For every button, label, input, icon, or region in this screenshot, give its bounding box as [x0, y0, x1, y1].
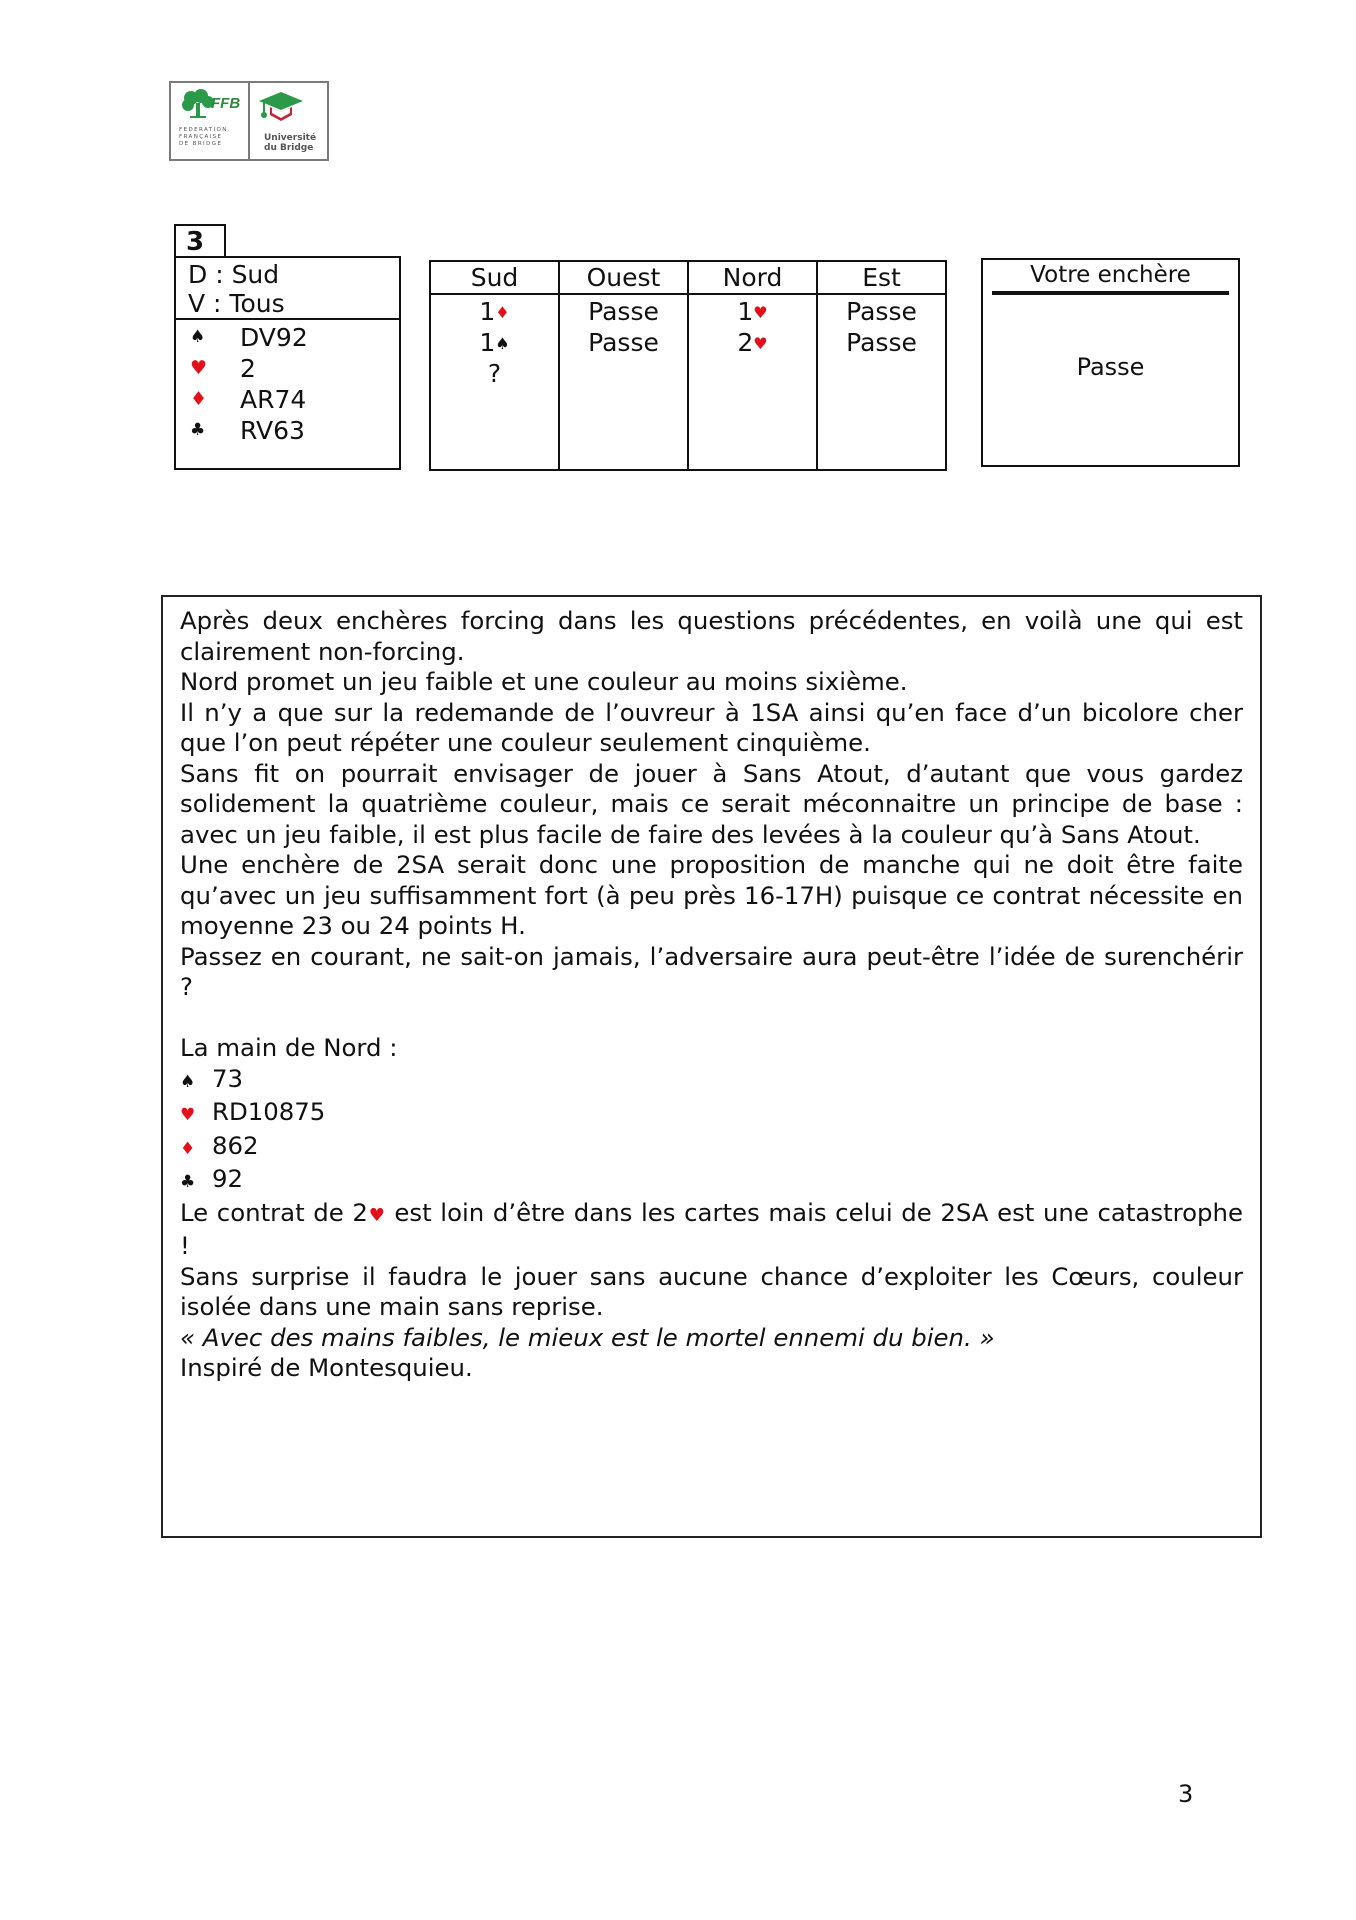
- bidding-header: Sud: [431, 262, 558, 295]
- diamond-cards: 862: [212, 1130, 259, 1160]
- ffb-subtitle-line: FRANÇAISE: [179, 134, 223, 140]
- quote: « Avec des mains faibles, le mieux est le mortel ennemi du bien. »: [180, 1322, 995, 1352]
- clover-tree-icon: [181, 89, 215, 119]
- paragraph: Après deux enchères forcing dans les questions précédentes, en voilà une qui est clairement non-forcing.: [180, 606, 1243, 666]
- north-hand-title: La main de Nord :: [180, 1033, 398, 1062]
- your-bid-title: Votre enchère: [1030, 262, 1191, 288]
- contract-text: est loin d’être dans les cartes mais celui de 2SA est une catastrophe !: [180, 1197, 1244, 1260]
- dealer-label: D : Sud: [188, 260, 280, 289]
- bid: Passe: [588, 297, 659, 326]
- ffb-subtitle: [179, 127, 228, 148]
- bidding-header: Ouest: [560, 262, 687, 295]
- divider: [992, 291, 1229, 295]
- hand-cards: [176, 320, 399, 446]
- heart-icon: ♥: [180, 1105, 196, 1125]
- spade-cards: 73: [212, 1063, 244, 1093]
- your-bid-answer: Passe: [1076, 353, 1145, 381]
- spade-icon: ♠: [190, 327, 206, 347]
- bid: [431, 296, 558, 327]
- paragraph: Sans fit on pourrait envisager de jouer à Sans Atout, d’autant que vous gardez solidement la quatrième couleur, mais ce serait méconnaitre un principe de base : avec un jeu faible, il est plus facile de faire des levées à la couleur qu’à Sans Atout.: [180, 758, 1243, 849]
- paragraph: Passez en courant, ne sait-on jamais, l’adversaire aura peut-être l’idée de surenchérir ?: [180, 941, 1243, 1001]
- heart-icon: ♥: [753, 334, 768, 353]
- ffb-universite-logo: [169, 81, 329, 161]
- hand-row-diamonds: [190, 384, 399, 415]
- bid-level: ?: [487, 359, 502, 388]
- bidding-header: Est: [818, 262, 945, 295]
- spade-cards: DV92: [240, 323, 308, 352]
- diamond-cards: AR74: [240, 385, 307, 414]
- bid: Passe: [846, 328, 917, 357]
- hand-row-spades: [190, 322, 399, 353]
- universite-logo: [250, 83, 327, 159]
- bid-level: 2: [737, 328, 754, 357]
- south-hand-box: [174, 256, 401, 470]
- north-hand-clubs: [180, 1164, 1243, 1198]
- bid: [689, 327, 816, 358]
- diamond-icon: ♦: [180, 1138, 196, 1159]
- ffb-subtitle-line: FEDERATION: [179, 127, 228, 133]
- bid: Passe: [846, 297, 917, 326]
- bidding-header: Nord: [689, 262, 816, 295]
- bid-level: 1: [737, 297, 754, 326]
- north-hand-diamonds: [180, 1131, 1243, 1165]
- paragraph: Il n’y a que sur la redemande de l’ouvreur à 1SA ainsi qu’en face d’un bicolore cher que l’on peut répéter une couleur seulement cinquième.: [180, 697, 1243, 757]
- bid: [431, 327, 558, 358]
- diamond-icon: ♦: [495, 303, 510, 322]
- heart-icon: ♥: [753, 303, 768, 322]
- heart-icon: ♥: [190, 357, 208, 379]
- spade-icon: ♠: [495, 334, 510, 353]
- ffb-subtitle-line: DE BRIDGE: [179, 141, 223, 147]
- bidding-column-nord: [689, 262, 818, 469]
- paragraph: Nord promet un jeu faible et une couleur au moins sixième.: [180, 667, 908, 696]
- page-number: 3: [1178, 1780, 1194, 1808]
- heart-cards: RD10875: [212, 1097, 326, 1126]
- north-hand-spades: [180, 1064, 1243, 1098]
- hand-row-hearts: [190, 353, 399, 384]
- contract-text: Le contrat de 2: [180, 1197, 368, 1227]
- universite-line: Université: [264, 133, 317, 143]
- deal-info: [176, 258, 399, 320]
- graduation-cap-icon: [258, 91, 304, 125]
- contract-paragraph: [180, 1198, 1243, 1262]
- paragraph: Sans surprise il faudra le jouer sans aucune chance d’exploiter les Cœurs, couleur isolée dans une main sans reprise.: [180, 1261, 1243, 1321]
- north-hand-hearts: [180, 1097, 1243, 1131]
- bid-level: 1: [479, 328, 496, 357]
- diamond-icon: ♦: [190, 388, 208, 410]
- universite-line: du Bridge: [264, 143, 314, 153]
- bidding-column-est: [818, 262, 945, 469]
- bid-level: 1: [479, 297, 496, 326]
- bid: Passe: [588, 328, 659, 357]
- club-icon: ♣: [190, 420, 206, 440]
- heart-icon: ♥: [367, 1204, 386, 1226]
- universite-label: [264, 133, 316, 153]
- club-cards: RV63: [240, 416, 305, 445]
- paragraph: Une enchère de 2SA serait donc une proposition de manche qui ne doit être faite qu’avec un jeu suffisamment fort (à peu près 16-17H) puisque ce contrat nécessite en moyenne 23 ou 24 points H.: [180, 850, 1243, 940]
- bid: [689, 296, 816, 327]
- bidding-column-ouest: [560, 262, 689, 469]
- bid-question: [431, 358, 558, 389]
- board-number: 3: [174, 224, 226, 257]
- blank-line: [180, 1003, 1243, 1034]
- club-icon: ♣: [180, 1172, 196, 1192]
- bidding-table: [429, 260, 947, 471]
- hand-row-clubs: [190, 415, 399, 446]
- heart-cards: 2: [240, 354, 256, 383]
- spade-icon: ♠: [180, 1071, 196, 1092]
- club-cards: 92: [212, 1164, 244, 1193]
- ffb-logo: [171, 83, 250, 159]
- attribution: Inspiré de Montesquieu.: [180, 1353, 473, 1382]
- vulnerability-label: V : Tous: [188, 289, 285, 318]
- explanation-box: [161, 595, 1262, 1538]
- bidding-column-sud: [431, 262, 560, 469]
- your-bid-box: [981, 258, 1240, 467]
- ffb-label: FFB: [211, 95, 241, 112]
